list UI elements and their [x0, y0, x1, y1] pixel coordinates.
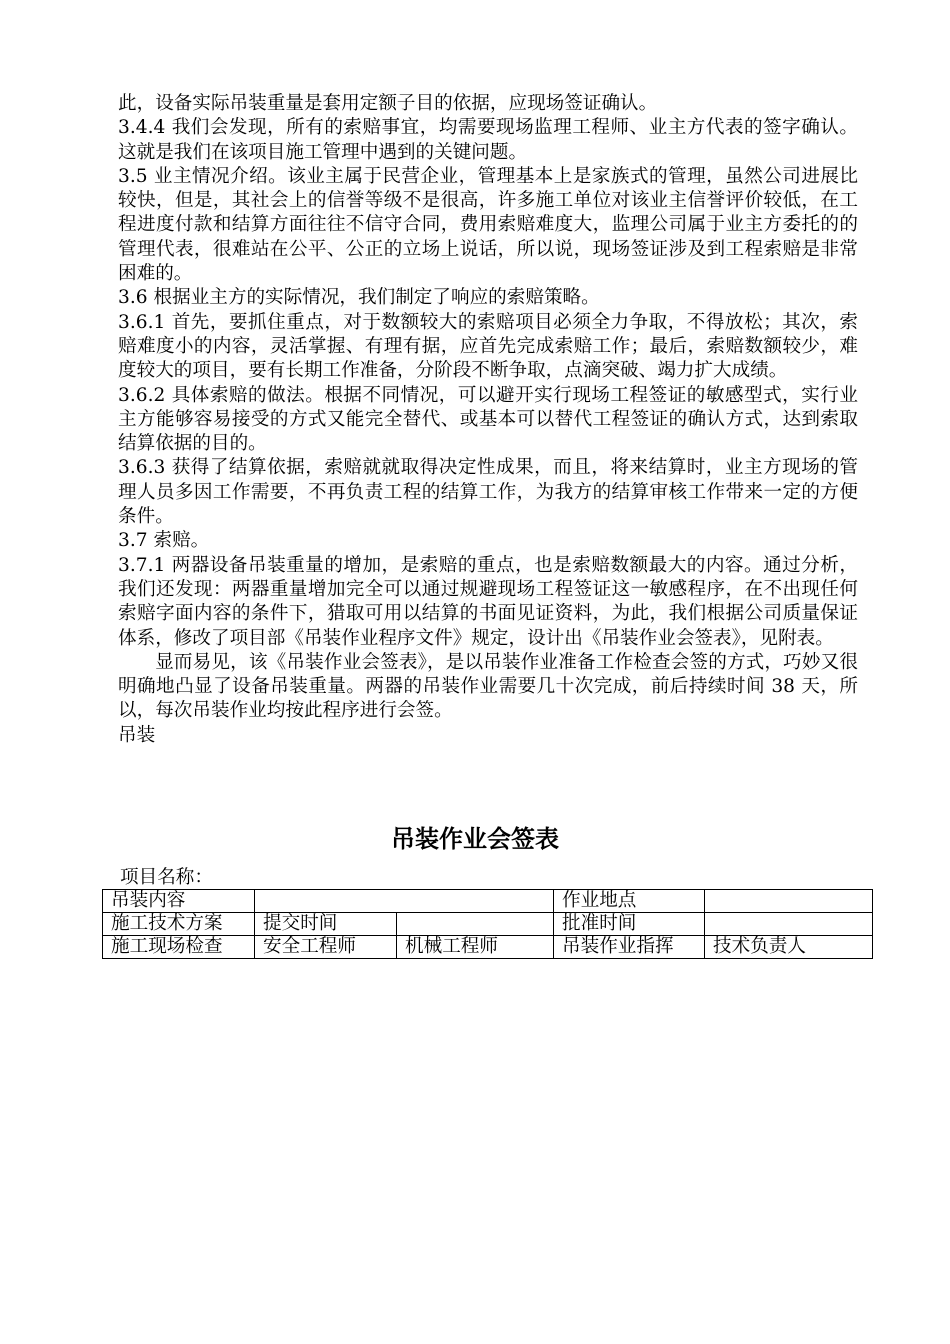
- table-cell: 机械工程师: [397, 936, 554, 959]
- table-cell: 提交时间: [255, 913, 397, 936]
- table-row: [103, 913, 873, 936]
- table-cell: [705, 913, 873, 936]
- paragraph-3-7: 3.7 索赔。: [118, 530, 210, 552]
- signoff-table: [102, 889, 873, 959]
- table-cell: 吊装作业指挥: [554, 936, 705, 959]
- paragraph-3-6-1: 3.6.1 首先，要抓住重点，对于数额较大的索赔项目必须全力争取，不得放松；其次，索赔难度小的内容，灵活掌握、有理有据，应首先完成索赔工作；最后，索赔数额较少，难度较大的项目，要有长期工作准备，分阶段不断争取，点滴突破、竭力扩大成绩。: [118, 311, 858, 382]
- table-cell: 吊装内容: [103, 890, 255, 913]
- table-cell: [255, 890, 554, 913]
- table-cell: 施工技术方案: [103, 913, 255, 936]
- project-name-label: 项目名称：: [120, 867, 213, 888]
- table-cell: 技术负责人: [705, 936, 873, 959]
- paragraph-conclusion: 显而易见，该《吊装作业会签表》，是以吊装作业准备工作检查会签的方式，巧妙又很明确地凸显了设备吊装重量。两器的吊装作业需要几十次完成，前后持续时间 38 天，所以，每次吊装作业均按此程序进行会签。: [118, 651, 858, 722]
- form-title: 吊装作业会签表: [391, 825, 559, 853]
- paragraph-3-7-1: 3.7.1 两器设备吊装重量的增加，是索赔的重点，也是索赔数额最大的内容。通过分析，我们还发现：两器重量增加完全可以通过规避现场工程签证这一敏感程序，在不出现任何索赔字面内容的条件下，猎取可用以结算的书面见证资料，为此，我们根据公司质量保证体系，修改了项目部《吊装作业程序文件》规定，设计出《吊装作业会签表》，见附表。: [118, 554, 858, 649]
- paragraph-continuation: 此，设备实际吊装重量是套用定额子目的依据，应现场签证确认。: [118, 93, 658, 114]
- table-cell: 作业地点: [554, 890, 705, 913]
- paragraph-trailing: 吊装: [118, 724, 156, 746]
- paragraph-3-4-4: 3.4.4 我们会发现，所有的索赔事宜，均需要现场监理工程师、业主方代表的签字确认。这就是我们在该项目施工管理中遇到的关键问题。: [118, 117, 858, 163]
- paragraph-3-6-2: 3.6.2 具体索赔的做法。根据不同情况，可以避开实行现场工程签证的敏感型式，实行业主方能够容易接受的方式又能完全替代、或基本可以替代工程签证的确认方式，达到索取结算依据的目的。: [118, 384, 858, 455]
- table-cell: [705, 890, 873, 913]
- table-cell: 批准时间: [554, 913, 705, 936]
- paragraph-3-6: 3.6 根据业主方的实际情况，我们制定了响应的索赔策略。: [118, 287, 600, 309]
- table-cell: [397, 913, 554, 936]
- table-cell: 安全工程师: [255, 936, 397, 959]
- table-row: [103, 890, 873, 913]
- paragraph-3-6-3: 3.6.3 获得了结算依据，索赔就就取得决定性成果，而且，将来结算时，业主方现场的管理人员多因工作需要，不再负责工程的结算工作，为我方的结算审核工作带来一定的方便条件。: [118, 457, 858, 528]
- paragraph-3-5: 3.5 业主情况介绍。该业主属于民营企业，管理基本上是家族式的管理，虽然公司进展比较快，但是，其社会上的信誉等级不是很高，许多施工单位对该业主信誉评价较低，在工程进度付款和结算方面往往不信守合同，费用索赔难度大，监理公司属于业主方委托的的管理代表，很难站在公平、公正的立场上说话，所以说，现场签证涉及到工程索赔是非常困难的。: [118, 165, 858, 285]
- body-text: [118, 92, 858, 748]
- table-row: [103, 936, 873, 959]
- table-cell: 施工现场检查: [103, 936, 255, 959]
